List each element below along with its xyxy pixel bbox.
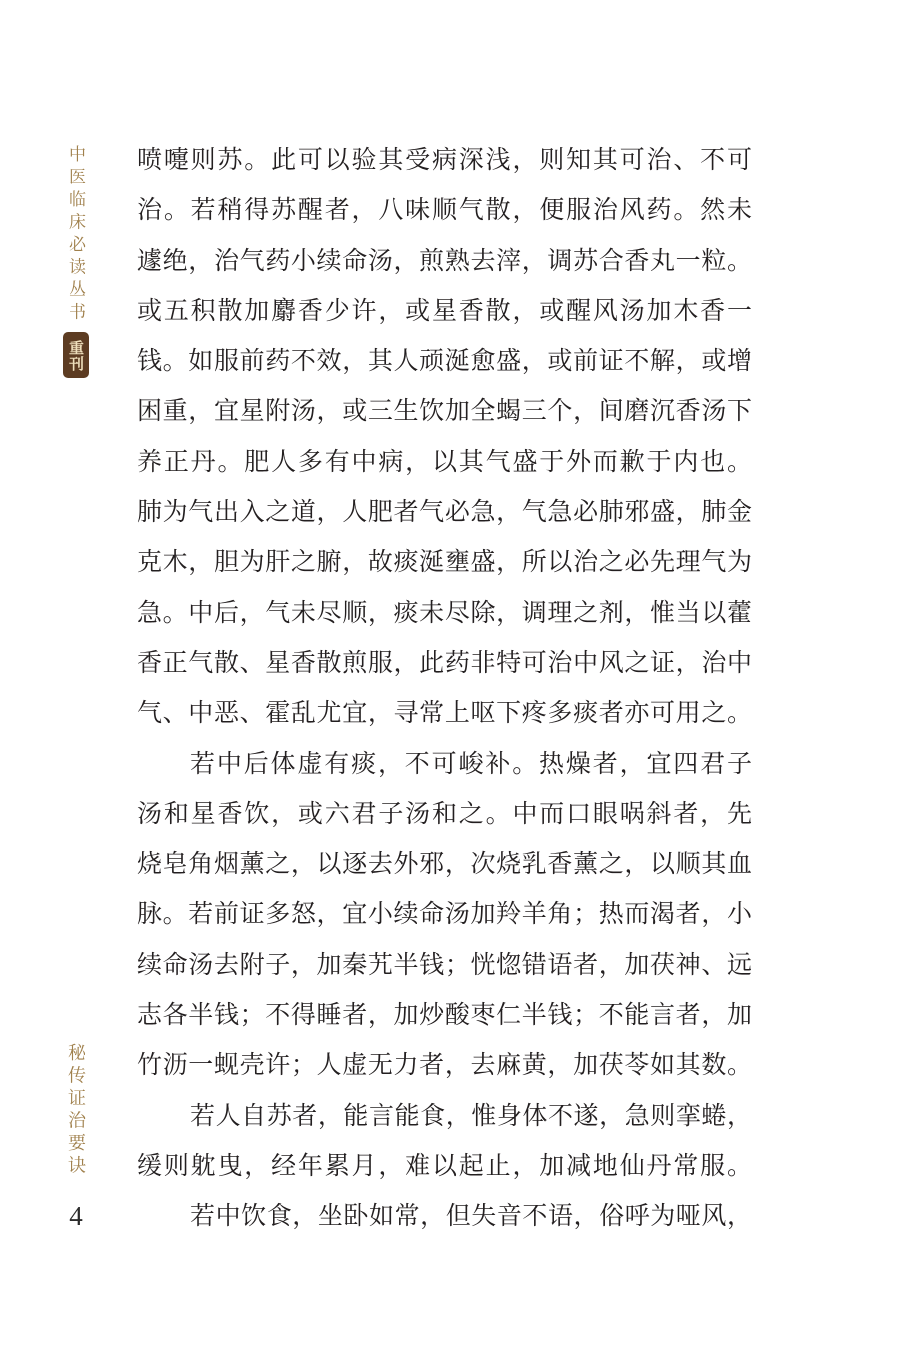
text-line: 或五积散加麝香少许，或星香散，或醒风汤加木香一 bbox=[137, 295, 752, 325]
text-line: 香正气散、星香散煎服，此药非特可治中风之证，治中 bbox=[137, 647, 752, 677]
text-line: 续命汤去附子，加秦艽半钱；恍惚错语者，加茯神、远 bbox=[137, 949, 752, 979]
paragraph-first-line: 若中饮食，坐卧如常，但失音不语，俗呼为哑风， bbox=[190, 1201, 752, 1231]
text-line: 志各半钱；不得睡者，加炒酸枣仁半钱；不能言者，加 bbox=[137, 1000, 752, 1030]
text-line: 烧皂角烟薰之，以逐去外邪，次烧乳香薰之，以顺其血 bbox=[137, 849, 752, 879]
text-line: 急。中后，气未尽顺，痰未尽除，调理之剂，惟当以藿 bbox=[137, 597, 752, 627]
text-line: 气、中恶、霍乱尤宜，寻常上呕下疼多痰者亦可用之。 bbox=[137, 698, 752, 728]
body-text bbox=[137, 135, 752, 1242]
text-line: 困重，宜星附汤，或三生饮加全蝎三个，间磨沉香汤下 bbox=[137, 396, 752, 426]
text-line: 缓则躭曳，经年累月，难以起止，加减地仙丹常服。 bbox=[137, 1150, 752, 1180]
book-title: 秘传证治要诀 bbox=[65, 1043, 86, 1178]
text-line: 克木，胆为肝之腑，故痰涎壅盛，所以治之必先理气为 bbox=[137, 547, 752, 577]
text-line: 养正丹。肥人多有中病，以其气盛于外而歉于内也。 bbox=[137, 446, 752, 476]
text-line: 肺为气出入之道，人肥者气必急，气急必肺邪盛，肺金 bbox=[137, 497, 752, 527]
text-line: 治。若稍得苏醒者，八味顺气散，便服治风药。然未 bbox=[137, 195, 752, 225]
paragraph-first-line: 若人自苏者，能言能食，惟身体不遂，急则挛蜷， bbox=[190, 1100, 752, 1130]
paragraph-first-line: 若中后体虚有痰，不可峻补。热燥者，宜四君子 bbox=[190, 748, 752, 778]
page-number: 4 bbox=[69, 1201, 83, 1231]
text-line: 钱。如服前药不效，其人顽涎愈盛，或前证不解，或增 bbox=[137, 346, 752, 376]
text-line: 竹沥一蚬壳许；人虚无力者，去麻黄，加茯苓如其数。 bbox=[137, 1050, 752, 1080]
text-line: 喷嚏则苏。此可以验其受病深浅，则知其可治、不可 bbox=[137, 145, 752, 174]
series-title: 中医临床必读丛书 bbox=[65, 145, 85, 325]
text-line: 脉。若前证多怒，宜小续命汤加羚羊角；热而渴者，小 bbox=[137, 899, 752, 929]
text-line: 遽绝，治气药小续命汤，煎熟去滓，调苏合香丸一粒。 bbox=[137, 245, 752, 275]
reprint-seal: 重刊 bbox=[63, 332, 89, 378]
text-line: 汤和星香饮，或六君子汤和之。中而口眼㖞斜者，先 bbox=[137, 798, 752, 828]
